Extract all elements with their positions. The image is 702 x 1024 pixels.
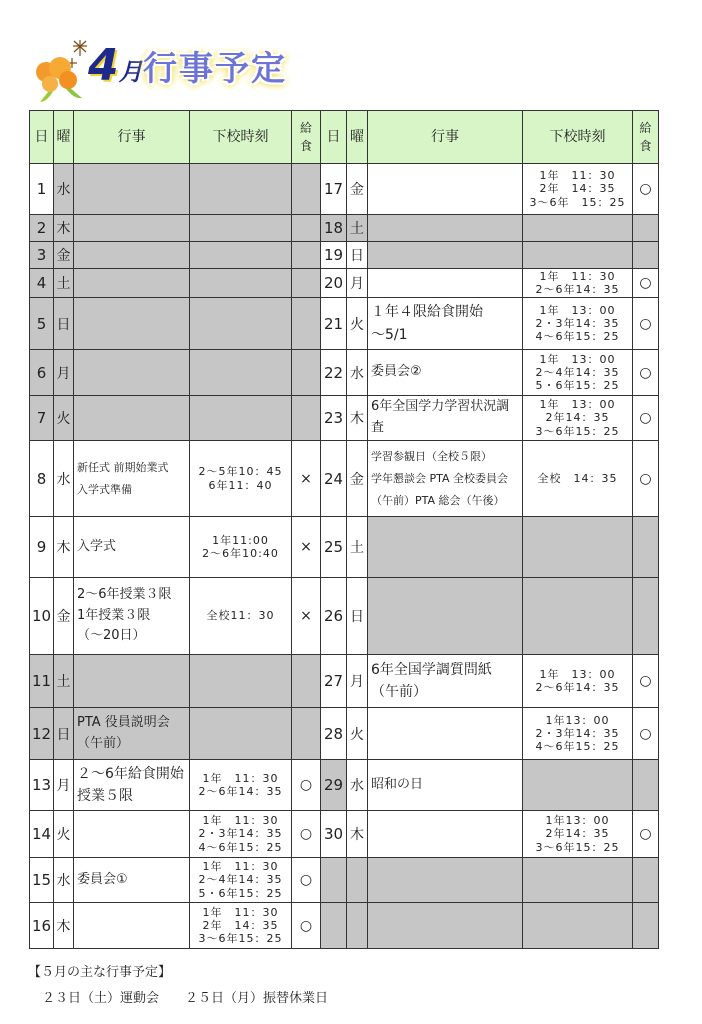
footer-heading: 【５月の主な行事予定】 bbox=[28, 965, 172, 980]
weekday-cell: 木 bbox=[54, 903, 74, 949]
dismissal-time-cell bbox=[190, 903, 292, 949]
day-cell: 23 bbox=[321, 396, 347, 441]
day-cell: 30 bbox=[321, 811, 347, 858]
weekday-cell: 金 bbox=[54, 578, 74, 655]
dismissal-time-cell bbox=[523, 903, 633, 949]
event-cell bbox=[74, 350, 190, 396]
day-cell: 10 bbox=[30, 578, 54, 655]
lunch-cell: ○ bbox=[292, 858, 321, 903]
dismissal-time-cell bbox=[523, 396, 633, 441]
table-row bbox=[30, 578, 659, 655]
dismissal-time-cell bbox=[523, 760, 633, 811]
weekday-cell: 火 bbox=[54, 396, 74, 441]
dismissal-time-line: 2～6年14：35 bbox=[535, 283, 620, 296]
weekday-cell: 土 bbox=[54, 269, 74, 298]
col-header-dismissal: 下校時刻 bbox=[190, 111, 292, 164]
event-cell bbox=[74, 578, 190, 655]
flower-icon bbox=[28, 32, 88, 108]
col-header-event: 行事 bbox=[74, 111, 190, 164]
day-cell: 13 bbox=[30, 760, 54, 811]
lunch-cell bbox=[633, 578, 659, 655]
dismissal-time-cell bbox=[190, 858, 292, 903]
dismissal-time-cell bbox=[190, 269, 292, 298]
dismissal-time-line: 2～4年14：35 bbox=[198, 873, 283, 887]
weekday-cell: 土 bbox=[347, 215, 368, 242]
event-cell bbox=[74, 269, 190, 298]
table-row bbox=[30, 858, 659, 903]
event-cell bbox=[368, 298, 523, 350]
weekday-cell: 金 bbox=[347, 164, 368, 215]
table-row bbox=[30, 655, 659, 708]
dismissal-time-line: 5・6年15：25 bbox=[535, 379, 620, 393]
day-cell: 25 bbox=[321, 517, 347, 578]
dismissal-time-cell bbox=[523, 350, 633, 396]
event-cell bbox=[74, 242, 190, 269]
event-line: 入学式準備 bbox=[77, 482, 132, 496]
event-line: PTA 役員説明会 bbox=[77, 714, 170, 730]
event-cell bbox=[368, 396, 523, 441]
lunch-cell bbox=[292, 350, 321, 396]
event-cell bbox=[368, 708, 523, 760]
dismissal-time-line: 2年 14：35 bbox=[202, 918, 279, 932]
lunch-cell: ○ bbox=[633, 269, 659, 298]
table-row bbox=[30, 396, 659, 441]
day-cell: 27 bbox=[321, 655, 347, 708]
day-cell: 15 bbox=[30, 858, 54, 903]
day-cell: 21 bbox=[321, 298, 347, 350]
dismissal-time-line: 1年 13：00 bbox=[539, 667, 616, 681]
day-cell: 24 bbox=[321, 441, 347, 517]
event-cell bbox=[74, 298, 190, 350]
dismissal-time-cell bbox=[190, 441, 292, 517]
dismissal-time-line: 全校11：30 bbox=[206, 609, 275, 623]
dismissal-time-line: 2～6年10:40 bbox=[202, 547, 279, 560]
event-cell bbox=[368, 350, 523, 396]
event-cell bbox=[368, 441, 523, 517]
dismissal-time-cell bbox=[190, 760, 292, 811]
table-row bbox=[30, 298, 659, 350]
dismissal-time-cell bbox=[190, 708, 292, 760]
event-line: 学年懇談会 PTA 全校委員会 bbox=[371, 471, 509, 485]
lunch-cell bbox=[633, 760, 659, 811]
lunch-cell bbox=[292, 655, 321, 708]
day-cell: 14 bbox=[30, 811, 54, 858]
event-cell bbox=[368, 242, 523, 269]
dismissal-time-line: 1年13：00 bbox=[545, 814, 610, 828]
table-row bbox=[30, 269, 659, 298]
dismissal-time-cell bbox=[190, 215, 292, 242]
weekday-cell: 水 bbox=[54, 858, 74, 903]
weekday-cell: 月 bbox=[347, 655, 368, 708]
table-row bbox=[30, 708, 659, 760]
day-cell: 9 bbox=[30, 517, 54, 578]
day-cell: 17 bbox=[321, 164, 347, 215]
table-row bbox=[30, 350, 659, 396]
day-cell: 18 bbox=[321, 215, 347, 242]
weekday-cell: 火 bbox=[54, 811, 74, 858]
dismissal-time-line: 3～6年15：25 bbox=[535, 424, 620, 438]
weekday-cell: 土 bbox=[54, 655, 74, 708]
lunch-cell bbox=[633, 517, 659, 578]
dismissal-time-line: 全校 14：35 bbox=[537, 471, 618, 485]
table-row bbox=[30, 811, 659, 858]
event-cell bbox=[74, 655, 190, 708]
event-cell bbox=[368, 578, 523, 655]
dismissal-time-cell bbox=[523, 858, 633, 903]
month-label bbox=[88, 40, 143, 91]
event-line: ～5/1 bbox=[371, 326, 408, 343]
dismissal-time-line: 4～6年15：25 bbox=[198, 840, 283, 854]
weekday-cell: 木 bbox=[54, 517, 74, 578]
event-cell bbox=[74, 441, 190, 517]
weekday-cell: 土 bbox=[347, 517, 368, 578]
event-line: 1年授業３限 bbox=[77, 607, 151, 623]
weekday-cell: 水 bbox=[54, 441, 74, 517]
event-cell bbox=[368, 655, 523, 708]
event-line: （午前）PTA 総会（午後） bbox=[371, 493, 505, 507]
dismissal-time-line: 1年 11：30 bbox=[202, 905, 279, 919]
weekday-cell: 金 bbox=[347, 441, 368, 517]
weekday-cell: 月 bbox=[347, 269, 368, 298]
weekday-cell: 日 bbox=[54, 708, 74, 760]
col-header-day: 日 bbox=[321, 111, 347, 164]
col-header-event: 行事 bbox=[368, 111, 523, 164]
lunch-cell: ○ bbox=[292, 903, 321, 949]
event-line: 昭和の日 bbox=[371, 776, 424, 792]
lunch-cell: ○ bbox=[292, 811, 321, 858]
day-cell: 16 bbox=[30, 903, 54, 949]
day-cell: 1 bbox=[30, 164, 54, 215]
event-line: 6年全国学調質問紙 bbox=[371, 661, 492, 678]
lunch-cell bbox=[292, 242, 321, 269]
dismissal-time-cell bbox=[523, 441, 633, 517]
weekday-cell bbox=[347, 903, 368, 949]
event-cell bbox=[368, 517, 523, 578]
footer-note bbox=[28, 960, 328, 1012]
dismissal-time-line: 1年 13：00 bbox=[539, 352, 616, 366]
lunch-cell bbox=[292, 298, 321, 350]
dismissal-time-line: 3～6年 15：25 bbox=[529, 195, 626, 209]
page-header bbox=[28, 32, 448, 110]
dismissal-time-cell bbox=[190, 578, 292, 655]
dismissal-time-cell bbox=[190, 655, 292, 708]
weekday-cell: 水 bbox=[347, 760, 368, 811]
month-number: 4 bbox=[88, 40, 119, 91]
day-cell: 26 bbox=[321, 578, 347, 655]
lunch-cell bbox=[292, 215, 321, 242]
dismissal-time-cell bbox=[523, 298, 633, 350]
col-header-weekday: 曜 bbox=[347, 111, 368, 164]
event-line: １年４限給食開始 bbox=[371, 304, 483, 321]
dismissal-time-line: 1年 13：00 bbox=[539, 303, 616, 317]
weekday-cell: 金 bbox=[54, 242, 74, 269]
event-line: 学習参観日（全校５限） bbox=[371, 449, 492, 463]
event-cell bbox=[368, 811, 523, 858]
page-title: 行事予定 bbox=[143, 49, 287, 89]
lunch-cell: × bbox=[292, 517, 321, 578]
day-cell bbox=[321, 858, 347, 903]
dismissal-time-line: 2～5年10：45 bbox=[198, 465, 283, 479]
event-line: 委員会① bbox=[77, 871, 128, 887]
dismissal-time-cell bbox=[523, 215, 633, 242]
dismissal-time-line: 3～6年15：25 bbox=[198, 932, 283, 946]
lunch-cell bbox=[292, 708, 321, 760]
day-cell: 19 bbox=[321, 242, 347, 269]
day-cell bbox=[321, 903, 347, 949]
dismissal-time-line: 2～6年14：35 bbox=[535, 681, 620, 694]
table-row bbox=[30, 164, 659, 215]
table-row bbox=[30, 760, 659, 811]
table-row bbox=[30, 242, 659, 269]
lunch-cell: ○ bbox=[633, 441, 659, 517]
event-cell bbox=[74, 811, 190, 858]
event-cell bbox=[74, 396, 190, 441]
weekday-cell: 月 bbox=[54, 350, 74, 396]
event-line: ２～6年給食開始 bbox=[77, 765, 184, 782]
dismissal-time-line: 2～6年14：35 bbox=[198, 785, 283, 798]
event-cell bbox=[368, 269, 523, 298]
event-cell bbox=[74, 903, 190, 949]
event-cell bbox=[74, 517, 190, 578]
dismissal-time-line: 2・3年14：35 bbox=[535, 726, 620, 740]
dismissal-time-cell bbox=[190, 350, 292, 396]
day-cell: 20 bbox=[321, 269, 347, 298]
col-header-day: 日 bbox=[30, 111, 54, 164]
event-line: 新任式 前期始業式 bbox=[77, 460, 169, 474]
dismissal-time-line: 1年 13：00 bbox=[539, 398, 616, 412]
weekday-cell: 日 bbox=[54, 298, 74, 350]
lunch-cell bbox=[292, 269, 321, 298]
col-header-weekday: 曜 bbox=[54, 111, 74, 164]
dismissal-time-line: 4～6年15：25 bbox=[535, 330, 620, 344]
dismissal-time-cell bbox=[190, 242, 292, 269]
dismissal-time-cell bbox=[190, 164, 292, 215]
weekday-cell: 火 bbox=[347, 708, 368, 760]
dismissal-time-cell bbox=[523, 708, 633, 760]
lunch-cell: ○ bbox=[633, 350, 659, 396]
dismissal-time-cell bbox=[523, 517, 633, 578]
lunch-cell: × bbox=[292, 578, 321, 655]
lunch-cell bbox=[633, 242, 659, 269]
table-row bbox=[30, 215, 659, 242]
dismissal-time-cell bbox=[523, 578, 633, 655]
dismissal-time-cell bbox=[523, 811, 633, 858]
weekday-cell: 木 bbox=[347, 396, 368, 441]
day-cell: 7 bbox=[30, 396, 54, 441]
weekday-cell: 月 bbox=[54, 760, 74, 811]
dismissal-time-line: 2・3年14：35 bbox=[198, 827, 283, 841]
weekday-cell bbox=[347, 858, 368, 903]
day-cell: 12 bbox=[30, 708, 54, 760]
weekday-cell: 木 bbox=[347, 811, 368, 858]
dismissal-time-cell bbox=[190, 517, 292, 578]
event-cell bbox=[74, 760, 190, 811]
day-cell: 11 bbox=[30, 655, 54, 708]
event-cell bbox=[74, 215, 190, 242]
event-line: 6年全国学力学習状況調査 bbox=[371, 399, 510, 435]
dismissal-time-line: 2年 14：35 bbox=[539, 182, 616, 196]
dismissal-time-line: 1年13：00 bbox=[545, 713, 610, 727]
dismissal-time-cell bbox=[190, 396, 292, 441]
day-cell: 3 bbox=[30, 242, 54, 269]
lunch-cell bbox=[292, 164, 321, 215]
lunch-cell: ○ bbox=[292, 760, 321, 811]
dismissal-time-cell bbox=[190, 811, 292, 858]
weekday-cell: 水 bbox=[347, 350, 368, 396]
event-line: （午前） bbox=[371, 684, 427, 700]
day-cell: 8 bbox=[30, 441, 54, 517]
event-cell bbox=[368, 164, 523, 215]
lunch-cell bbox=[633, 858, 659, 903]
event-line: （～20日） bbox=[77, 628, 146, 644]
event-cell bbox=[368, 215, 523, 242]
dismissal-time-line: 1年11:00 bbox=[212, 533, 269, 547]
dismissal-time-line: 3～6年15：25 bbox=[535, 840, 620, 854]
dismissal-time-cell bbox=[523, 164, 633, 215]
event-cell bbox=[74, 858, 190, 903]
lunch-cell: ○ bbox=[633, 655, 659, 708]
day-cell: 28 bbox=[321, 708, 347, 760]
event-cell bbox=[368, 858, 523, 903]
lunch-cell: ○ bbox=[633, 396, 659, 441]
table-row bbox=[30, 903, 659, 949]
event-line: 2～6年授業３限 bbox=[77, 586, 172, 602]
event-cell bbox=[74, 708, 190, 760]
dismissal-time-line: 1年 11：30 bbox=[202, 771, 279, 785]
lunch-cell: ○ bbox=[633, 164, 659, 215]
dismissal-time-line: 2・3年14：35 bbox=[535, 316, 620, 330]
event-line: 授業５限 bbox=[77, 788, 133, 804]
dismissal-time-line: 1年 11：30 bbox=[539, 169, 616, 183]
event-line: 委員会② bbox=[371, 364, 422, 380]
col-header-lunch: 給 食 bbox=[633, 111, 659, 164]
day-cell: 22 bbox=[321, 350, 347, 396]
dismissal-time-line: 2年14：35 bbox=[545, 827, 610, 841]
dismissal-time-line: 2～4年14：35 bbox=[535, 365, 620, 379]
weekday-cell: 火 bbox=[347, 298, 368, 350]
lunch-cell: ○ bbox=[633, 298, 659, 350]
dismissal-time-cell bbox=[523, 242, 633, 269]
month-kanji: 月 bbox=[118, 58, 143, 86]
dismissal-time-line: 1年 11：30 bbox=[539, 269, 616, 283]
dismissal-time-line: 1年 11：30 bbox=[202, 814, 279, 828]
day-cell: 4 bbox=[30, 269, 54, 298]
dismissal-time-cell bbox=[523, 655, 633, 708]
dismissal-time-line: 6年11：40 bbox=[208, 478, 273, 492]
lunch-cell bbox=[292, 396, 321, 441]
event-cell bbox=[368, 760, 523, 811]
lunch-cell bbox=[633, 903, 659, 949]
weekday-cell: 日 bbox=[347, 242, 368, 269]
day-cell: 5 bbox=[30, 298, 54, 350]
dismissal-time-line: 1年 11：30 bbox=[202, 860, 279, 874]
event-line: （午前） bbox=[77, 735, 130, 751]
table-header-row bbox=[30, 111, 659, 164]
table-row bbox=[30, 441, 659, 517]
dismissal-time-line: 5・6年15：25 bbox=[198, 886, 283, 900]
weekday-cell: 木 bbox=[54, 215, 74, 242]
event-cell bbox=[368, 903, 523, 949]
day-cell: 29 bbox=[321, 760, 347, 811]
dismissal-time-line: 2年14：35 bbox=[545, 411, 610, 425]
dismissal-time-cell bbox=[523, 269, 633, 298]
dismissal-time-cell bbox=[190, 298, 292, 350]
lunch-cell: × bbox=[292, 441, 321, 517]
weekday-cell: 水 bbox=[54, 164, 74, 215]
weekday-cell: 日 bbox=[347, 578, 368, 655]
schedule-table bbox=[29, 110, 659, 949]
event-line: 入学式 bbox=[77, 538, 117, 554]
table-row bbox=[30, 517, 659, 578]
day-cell: 6 bbox=[30, 350, 54, 396]
lunch-cell: ○ bbox=[633, 811, 659, 858]
day-cell: 2 bbox=[30, 215, 54, 242]
lunch-cell bbox=[633, 215, 659, 242]
dismissal-time-line: 4～6年15：25 bbox=[535, 740, 620, 754]
col-header-lunch: 給 食 bbox=[292, 111, 321, 164]
lunch-cell: ○ bbox=[633, 708, 659, 760]
col-header-dismissal: 下校時刻 bbox=[523, 111, 633, 164]
event-cell bbox=[74, 164, 190, 215]
footer-line: ２３日（土）運動会 ２５日（月）振替休業日 bbox=[42, 991, 329, 1006]
